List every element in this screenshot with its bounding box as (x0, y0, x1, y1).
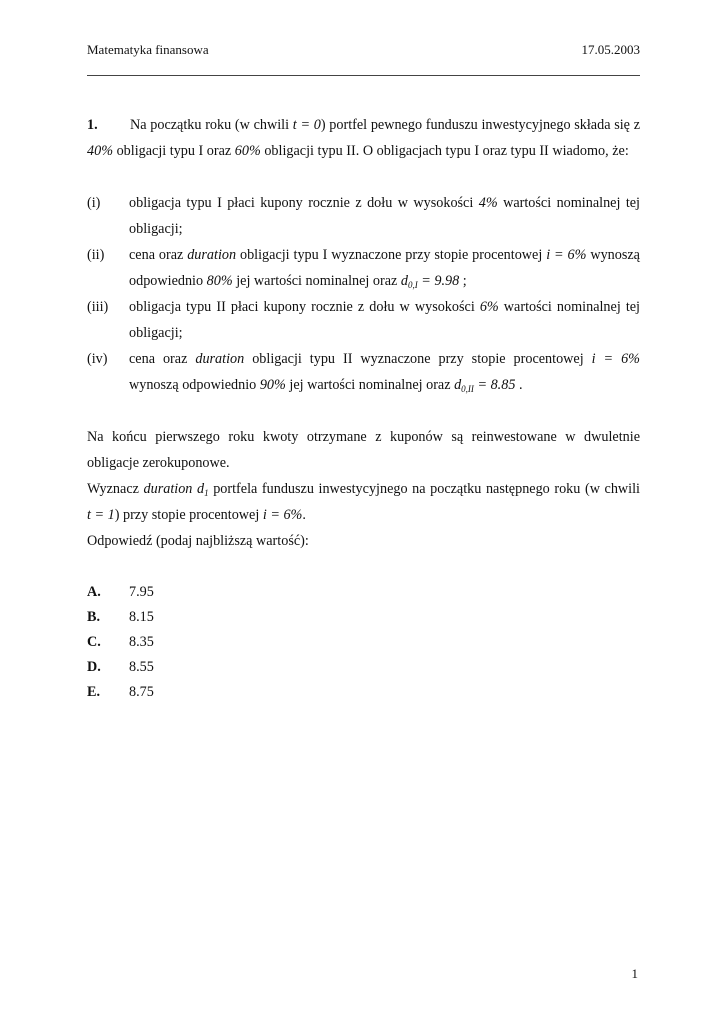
time-t0: t = 0 (292, 117, 321, 133)
page-number: 1 (631, 966, 638, 981)
answer-value: 8.35 (129, 634, 154, 650)
answer-prompt: Odpowiedź (podaj najbliższą wartość): (87, 533, 309, 549)
conditions-list (87, 190, 640, 398)
condition-item: (iv) cena oraz duration obligacji typu II wyznaczone przy stopie procentowej i = 6% wynoszą odpowiednio 90% jej wartości nominalnej oraz $d_{0,II} = 8.85$ . (87, 346, 640, 398)
share-60: 60% (234, 143, 261, 159)
answer-letter: D. (87, 659, 101, 675)
answer-letter: A. (87, 584, 101, 600)
answer-option[interactable] (87, 605, 640, 630)
time-t1: t = 1 (87, 507, 115, 523)
answer-value: 7.95 (129, 584, 154, 600)
answer-value: 8.15 (129, 609, 154, 625)
answer-value: 8.75 (129, 684, 154, 700)
task-paragraph: Wyznacz duration $d_1$ portfela funduszu inwestycyjnego na początku następnego roku (w chwili t = 1) przy stopie procentowej i = 6%. (87, 481, 640, 523)
question-intro: 1. Na początku roku (w chwili t = 0) portfel pewnego funduszu inwestycyjnego składa się z 40% obligacji typu I oraz 60% obligacji typu II. O obligacjach typu I oraz typu II wiadomo, że: (87, 112, 640, 164)
duration-d1: $d_1$ (197, 481, 209, 498)
condition-item: (iii) obligacja typu II płaci kupony rocznie z dołu w wysokości 6% wartości nominalnej tej obligacji; (87, 294, 640, 346)
answer-option[interactable] (87, 580, 640, 605)
duration-d0-II: $d_{0,II} = 8.85$ (454, 377, 516, 394)
answer-letter: C. (87, 634, 101, 650)
condition-label: (i) (87, 195, 101, 211)
duration-d0-I: $d_{0,I} = 9.98$ (400, 273, 460, 290)
reinvestment-paragraph: Na końcu pierwszego roku kwoty otrzymane z kuponów są reinwestowane w dwuletnie obligacje zerokuponowe. (87, 429, 640, 471)
answer-option[interactable] (87, 630, 640, 655)
condition-item: (ii) cena oraz duration obligacji typu I wyznaczone przy stopie procentowej i = 6% wynoszą odpowiednio 80% jej wartości nominalnej oraz $d_{0,I} = 9.98$ ; (87, 242, 640, 294)
condition-label: (iii) (87, 299, 109, 315)
question-number: 1. (87, 117, 98, 133)
answer-option[interactable] (87, 655, 640, 680)
answer-letter: B. (87, 609, 101, 625)
share-40: 40% (87, 143, 114, 159)
document-body (87, 112, 640, 705)
header-divider (87, 75, 640, 76)
answer-letter: E. (87, 684, 101, 700)
condition-label: (ii) (87, 247, 105, 263)
header-date: 17.05.2003 (581, 42, 640, 57)
answer-value: 8.55 (129, 659, 154, 675)
answer-option[interactable] (87, 680, 640, 705)
header-subject: Matematyka finansowa (87, 42, 209, 57)
condition-item: (i) obligacja typu I płaci kupony rocznie z dołu w wysokości 4% wartości nominalnej tej obligacji; (87, 190, 640, 242)
answer-options (87, 580, 640, 705)
condition-label: (iv) (87, 351, 108, 367)
